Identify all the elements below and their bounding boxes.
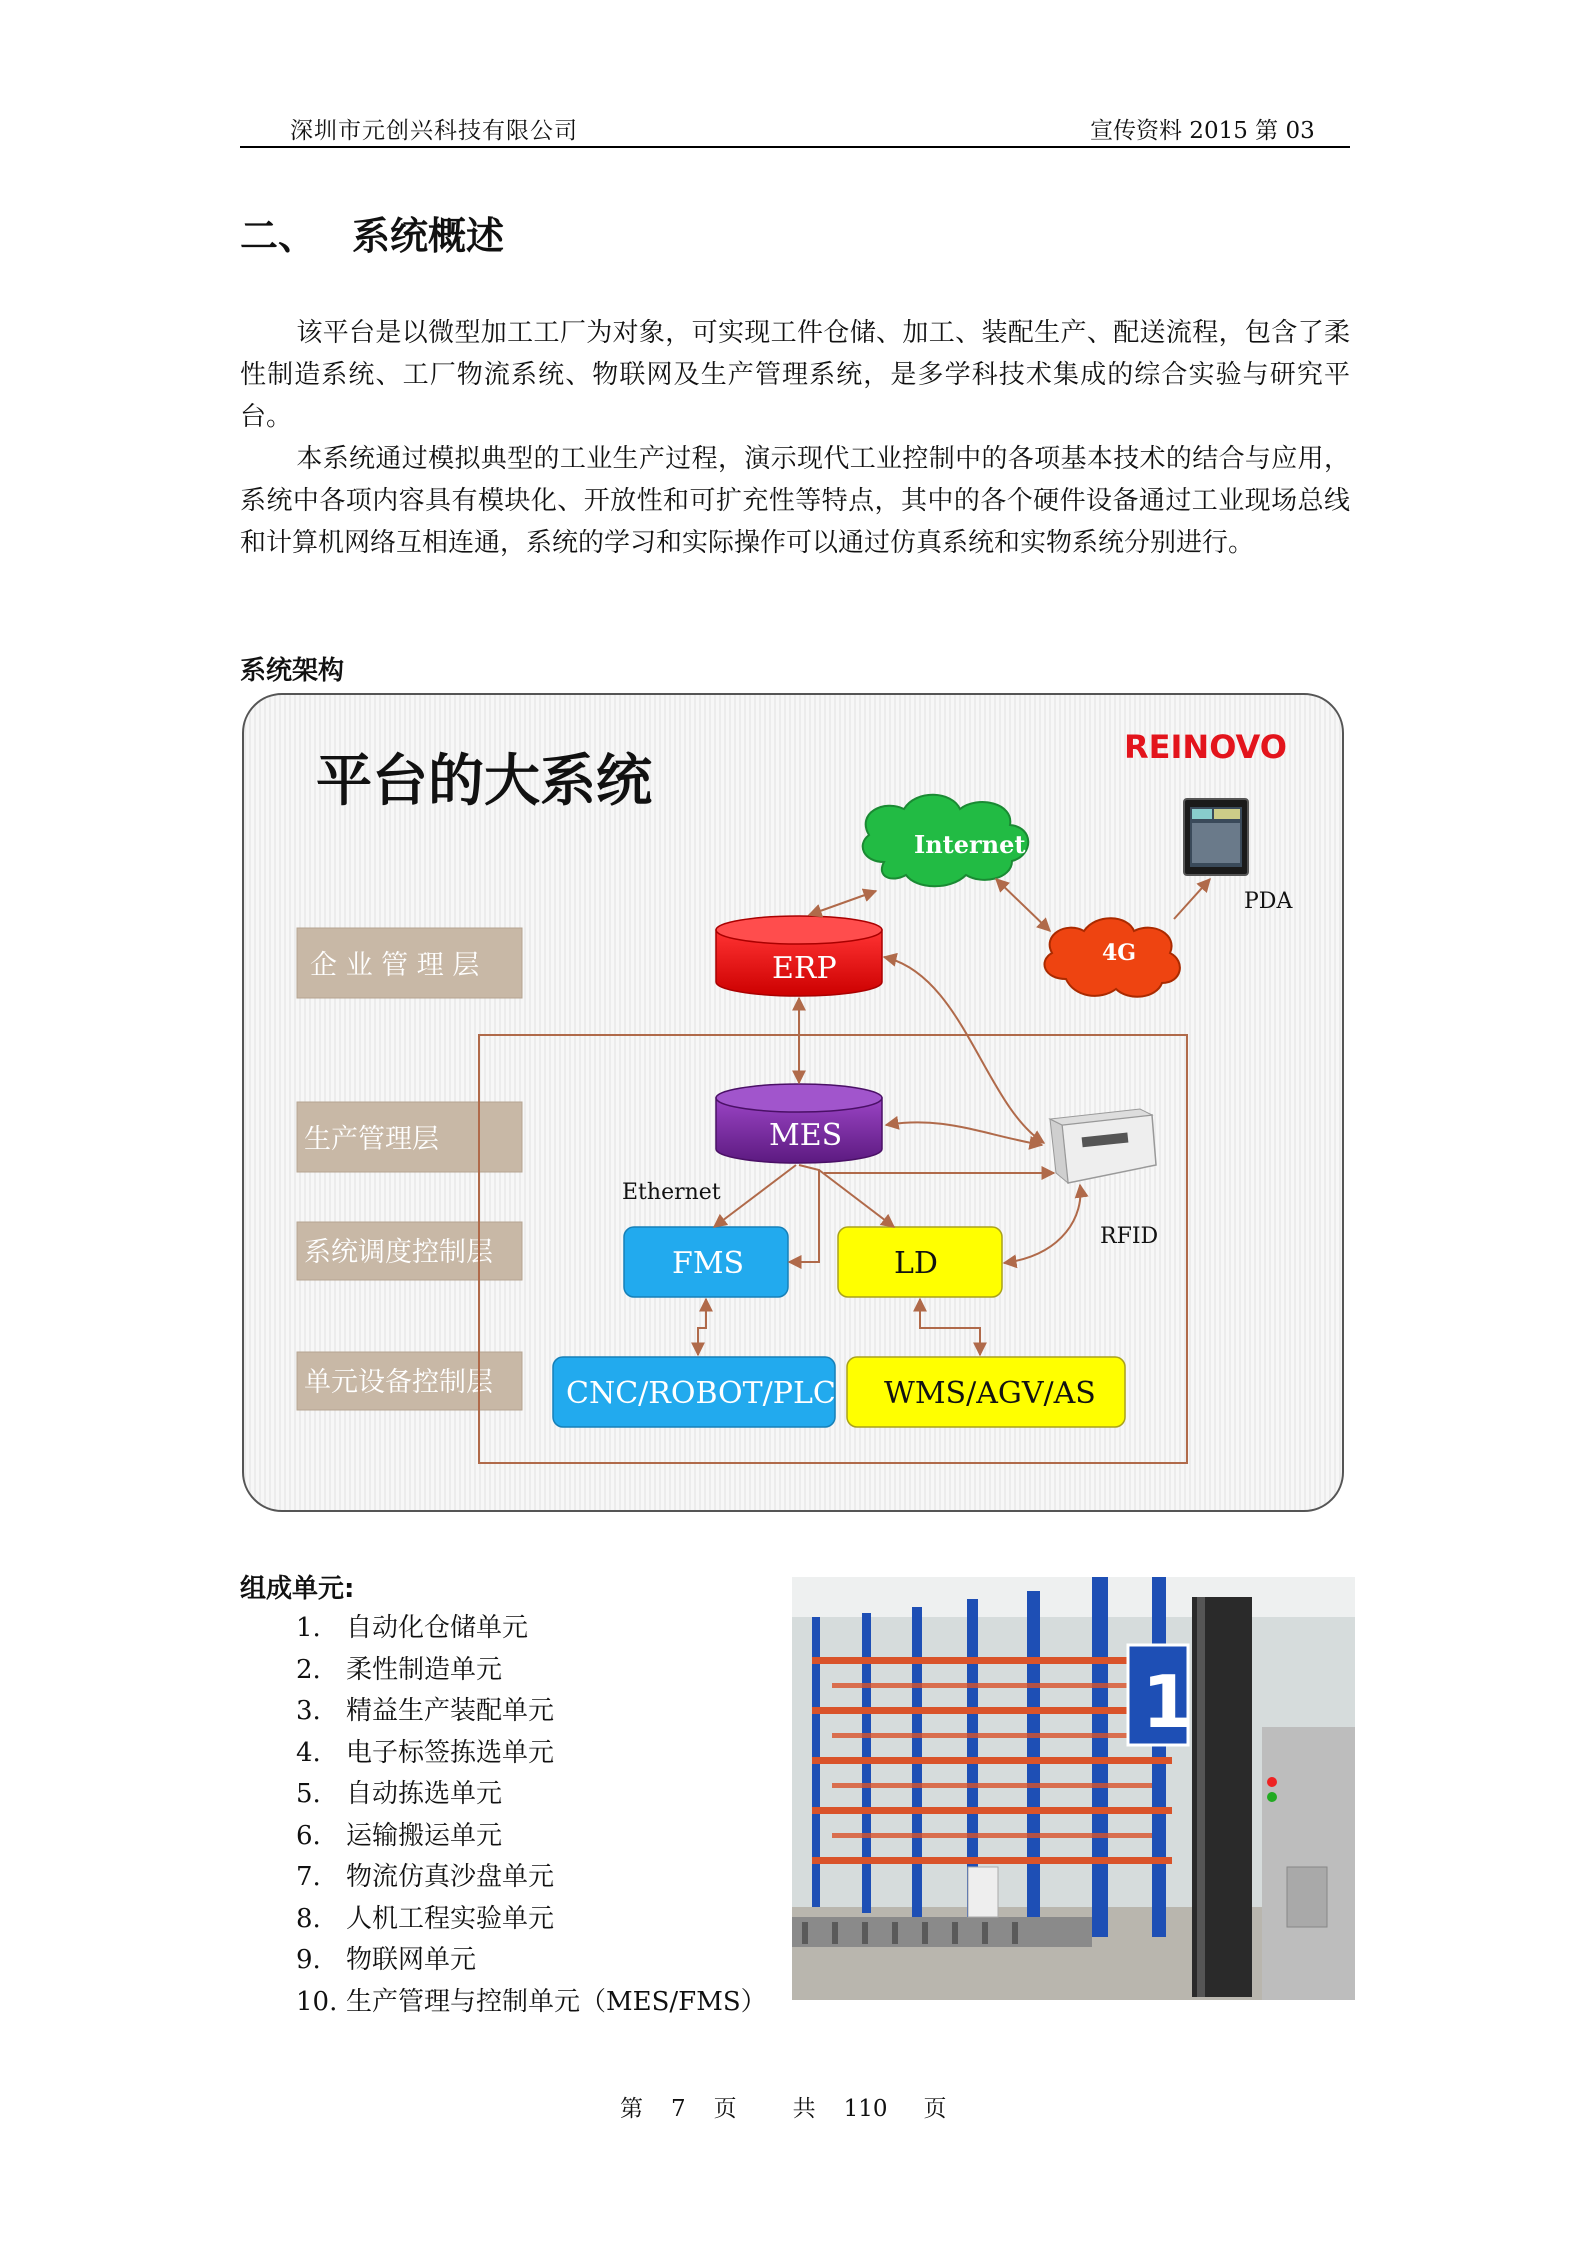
section-title-text: 系统概述 <box>352 214 505 258</box>
rfid-label: RFID <box>1100 1224 1159 1249</box>
list-item: 9. 物联网单元 <box>296 1945 477 1975</box>
section-title <box>240 205 504 260</box>
list-item: 4. 电子标签拣选单元 <box>296 1737 555 1768</box>
svg-text:WMS/AGV/AS: WMS/AGV/AS <box>884 1376 1096 1411</box>
ld-node <box>838 1227 1002 1297</box>
layer-production <box>297 1102 522 1172</box>
layer-scheduling <box>297 1222 522 1280</box>
units-label: 组成单元: <box>240 1574 355 1604</box>
svg-text:LD: LD <box>894 1246 938 1281</box>
header-company: 深圳市元创兴科技有限公司 <box>290 118 578 144</box>
fourg-cloud <box>1044 918 1179 996</box>
layer-unit-device <box>297 1352 522 1410</box>
list-item: 6. 运输搬运单元 <box>296 1820 503 1851</box>
list-item: 5. 自动拣选单元 <box>296 1779 503 1809</box>
svg-text:生产管理层: 生产管理层 <box>304 1124 439 1155</box>
mes-node <box>716 1084 882 1163</box>
svg-text:系统调度控制层: 系统调度控制层 <box>304 1237 493 1268</box>
paragraph-2: 本系统通过模拟典型的工业生产过程，演示现代工业控制中的各项基本技术的结合与应用，系统中各项内容具有模块化、开放性和可扩充性等特点，其中的各个硬件设备通过工业现场总线和计算机网络互相连通，系统的学习和实际操作可以通过仿真系统和实物系统分别进行。 <box>240 444 1350 558</box>
fms-node <box>624 1227 788 1297</box>
svg-text:4G: 4G <box>1102 940 1137 966</box>
wms-agv-as-node <box>847 1357 1125 1427</box>
svg-text:CNC/ROBOT/PLC: CNC/ROBOT/PLC <box>566 1376 836 1411</box>
page-number: 7 <box>671 2096 686 2122</box>
reinovo-logo: REINOVO <box>1124 728 1287 766</box>
pda-icon <box>1184 799 1248 875</box>
erp-node <box>716 916 882 996</box>
architecture-diagram <box>242 693 1344 1512</box>
list-item: 3. 精益生产装配单元 <box>296 1696 555 1726</box>
diagram-title: 平台的大系统 <box>316 749 652 814</box>
list-item: 10. 生产管理与控制单元（MES/FMS） <box>296 1986 767 2017</box>
page-footer: 第 7 页 共 110 页 <box>620 2096 947 2122</box>
svg-text:Internet: Internet <box>914 830 1026 859</box>
total-pages: 110 <box>843 2096 888 2122</box>
header-doc-info: 宣传资料 2015 第 03 <box>1090 118 1315 144</box>
pda-label: PDA <box>1244 889 1293 914</box>
warehouse-photo <box>792 1577 1355 2000</box>
units-list <box>296 1608 767 2023</box>
layer-enterprise <box>297 928 522 998</box>
list-item: 8. 人机工程实验单元 <box>296 1903 555 1934</box>
cnc-robot-plc-node <box>553 1357 836 1427</box>
svg-text:MES: MES <box>769 1118 843 1153</box>
list-item: 7. 物流仿真沙盘单元 <box>296 1862 555 1892</box>
list-item: 1. 自动化仓储单元 <box>296 1613 529 1643</box>
svg-text:FMS: FMS <box>672 1246 745 1281</box>
section-number: 二、 <box>240 214 317 258</box>
svg-text:单元设备控制层: 单元设备控制层 <box>304 1367 493 1398</box>
architecture-label: 系统架构 <box>240 656 345 686</box>
internet-cloud <box>863 795 1029 887</box>
header-rule <box>240 146 1350 148</box>
paragraph-1: 该平台是以微型加工工厂为对象，可实现工件仓储、加工、装配生产、配送流程，包含了柔性制造系统、工厂物流系统、物联网及生产管理系统，是多学科技术集成的综合实验与研究平台。 <box>240 318 1350 432</box>
svg-text:ERP: ERP <box>772 951 837 986</box>
svg-text:企 业 管 理 层: 企 业 管 理 层 <box>310 950 480 981</box>
ethernet-label: Ethernet <box>622 1180 721 1205</box>
rack-number: 1 <box>1142 1660 1193 1744</box>
list-item: 2. 柔性制造单元 <box>296 1654 503 1685</box>
rfid-device-icon <box>1050 1109 1156 1183</box>
